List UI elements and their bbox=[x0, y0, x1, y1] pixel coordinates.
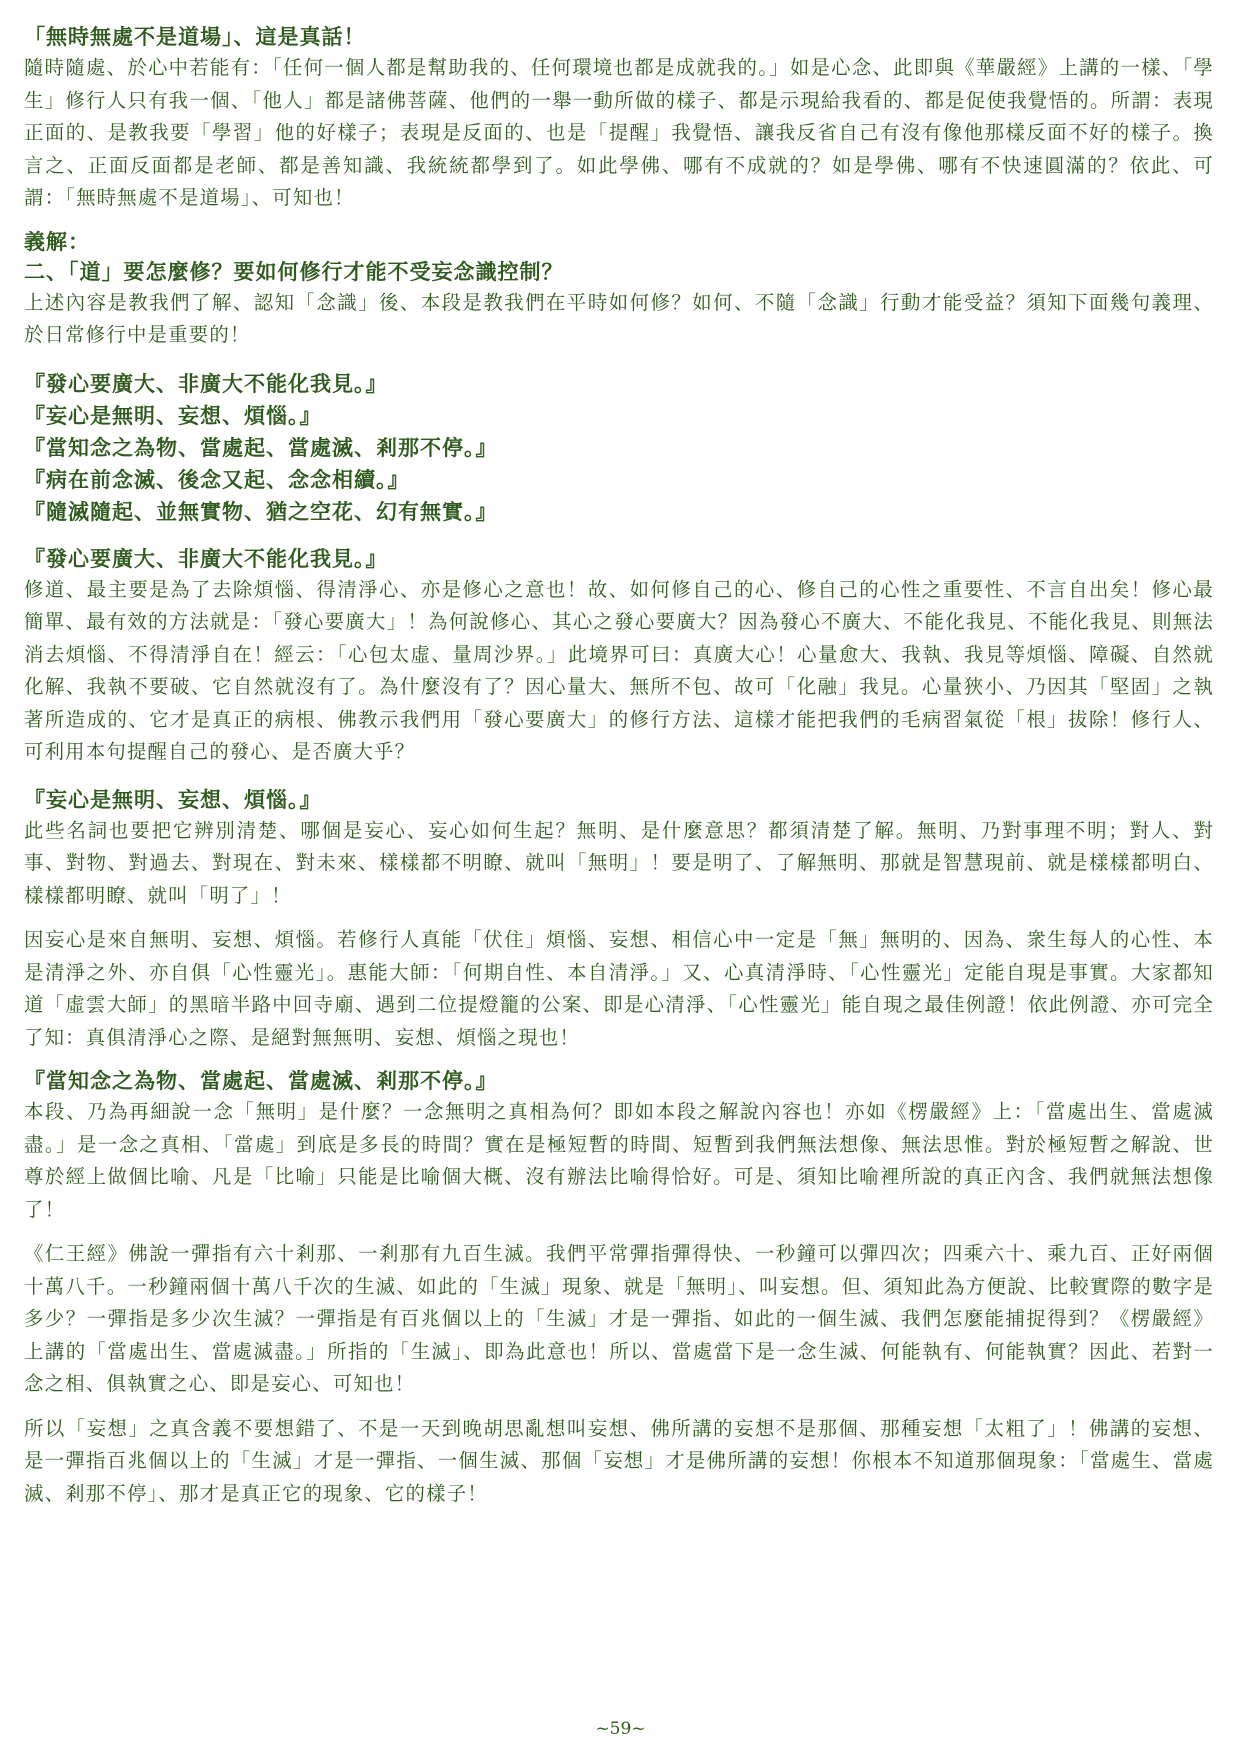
quote-item: 『妄心是無明、妄想、煩惱。』 bbox=[24, 402, 322, 428]
paragraph-how-to-practice: 上述內容是教我們了解、認知「念識」後、本段是教我們在平時如何修？如何、不隨「念識」行動才能受益？須知下面幾句義理、於日常修行中是重要的！ bbox=[24, 290, 1214, 346]
page-number: ~59~ bbox=[595, 1719, 646, 1739]
paragraph-thought-arising-3: 所以「妄想」之真含義不要想錯了、不是一天到晚胡思亂想叫妄想、佛所講的妄想不是那個、那種妄想「太粗了」！佛講的妄想、是一彈指百兆個以上的「生滅」才是一彈指、一個生滅、那個「妄想」才是佛所講的妄想！你根本不知道那個現象：「當處生、當處滅、剎那不停」、那才是真正它的現象、它的樣子！ bbox=[24, 1416, 1214, 1505]
section-heading-how-to-practice: 二、「道」要怎麼修？要如何修行才能不受妄念識控制？ bbox=[24, 258, 564, 284]
section-heading-broad-mind: 『發心要廣大、非廣大不能化我見。』 bbox=[24, 545, 388, 571]
section-heading-deluded-mind: 『妄心是無明、妄想、煩惱。』 bbox=[24, 786, 322, 812]
paragraph-thought-arising-1: 本段、乃為再細說一念「無明」是什麼？一念無明之真相為何？即如本段之解說內容也！亦如《楞嚴經》上：「當處出生、當處滅盡。」是一念之真相、「當處」到底是多長的時間？實在是極短暫的時間、短暫到我們無法想像、無法思惟。對於極短暫之解說、世尊於經上做個比喻、凡是「比喻」只能是比喻個大概、沒有辦法比喻得恰好。可是、須知比喻裡所說的真正內含、我們就無法想像了！ bbox=[24, 1100, 1214, 1221]
quote-item: 『隨滅隨起、並無實物、猶之空花、幻有無實。』 bbox=[24, 498, 498, 524]
section-heading-thought-arising: 『當知念之為物、當處起、當處滅、剎那不停。』 bbox=[24, 1068, 498, 1093]
paragraph-broad-mind: 修道、最主要是為了去除煩惱、得清淨心、亦是修心之意也！故、如何修自己的心、修自己的心性之重要性、不言自出矣！修心最簡單、最有效的方法就是：「發心要廣大」！為何說修心、其心之發心要廣大？因為發心不廣大、不能化我見、不能化我見、則無法消去煩惱、不得清淨自在！經云：「心包太虛、量周沙界。」此境界可曰：真廣大心！心量愈大、我執、我見等煩惱、障礙、自然就化解、我執不要破、它自然就沒有了。為什麼沒有了？因心量大、無所不包、故可「化融」我見。心量狹小、乃因其「堅固」之執著所造成的、它才是真正的病根、佛教示我們用「發心要廣大」的修行方法、這樣才能把我們的毛病習氣從「根」拔除！修行人、可利用本句提醒自己的發心、是否廣大乎？ bbox=[24, 577, 1214, 763]
quote-item: 『發心要廣大、非廣大不能化我見。』 bbox=[24, 370, 388, 396]
paragraph-deluded-mind-1: 此些名詞也要把它辨別清楚、哪個是妄心、妄心如何生起？無明、是什麼意思？都須清楚了解。無明、乃對事理不明；對人、對事、對物、對過去、對現在、對未來、樣樣都不明瞭、就叫「無明」！要是明了、了解無明、那就是智慧現前、就是樣樣都明白、樣樣都明瞭、就叫「明了」！ bbox=[24, 818, 1214, 907]
meaning-label: 義解： bbox=[24, 228, 90, 254]
paragraph-deluded-mind-2: 因妄心是來自無明、妄想、煩惱。若修行人真能「伏住」煩惱、妄想、相信心中一定是「無」無明的、因為、衆生每人的心性、本是清淨之外、亦自俱「心性靈光」。惠能大師：「何期自性、本自清淨。」又、心真清淨時、「心性靈光」定能自現是事實。大家都知道「虛雲大師」的黑暗半路中回寺廟、遇到二位提燈籠的公案、即是心清淨、「心性靈光」能自現之最佳例證！依此例證、亦可完全了知：真俱清淨心之際、是絕對無無明、妄想、煩惱之現也！ bbox=[24, 928, 1214, 1049]
quote-item: 『病在前念滅、後念又起、念念相續。』 bbox=[24, 466, 410, 492]
section-heading-dojo: 「無時無處不是道場」、這是真話！ bbox=[24, 24, 366, 49]
paragraph-thought-arising-2: 《仁王經》佛說一彈指有六十剎那、一剎那有九百生滅。我們平常彈指彈得快、一秒鐘可以彈四次；四乘六十、乘九百、正好兩個十萬八千。一秒鐘兩個十萬八千次的生滅、如此的「生滅」現象、就是「無明」、叫妄想。但、須知此為方便說、比較實際的數字是多少？一彈指是多少次生滅？一彈指是有百兆個以上的「生滅」才是一彈指、如此的一個生滅、我們怎麼能捕捉得到？《楞嚴經》上講的「當處出生、當處滅盡。」所指的「生滅」、即為此意也！所以、當處當下是一念生滅、何能執有、何能執實？因此、若對一念之相、俱執實之心、即是妄心、可知也！ bbox=[24, 1242, 1214, 1395]
quote-list bbox=[24, 368, 1214, 528]
paragraph-dojo: 隨時隨處、於心中若能有：「任何一個人都是幫助我的、任何環境也都是成就我的。」如是心念、此即與《華嚴經》上講的一樣、「學生」修行人只有我一個、「他人」都是諸佛菩薩、他們的一舉一動所做的樣子、都是示現給我看的、都是促使我覺悟的。所謂：表現正面的、是教我要「學習」他的好樣子；表現是反面的、也是「提醒」我覺悟、讓我反省自己有沒有像他那樣反面不好的樣子。換言之、正面反面都是老師、都是善知識、我統統都學到了。如此學佛、哪有不成就的？如是學佛、哪有不快速圓滿的？依此、可謂：「無時無處不是道場」、可知也！ bbox=[24, 56, 1214, 209]
quote-item: 『當知念之為物、當處起、當處滅、剎那不停。』 bbox=[24, 434, 498, 460]
document-page bbox=[24, 22, 1214, 1712]
